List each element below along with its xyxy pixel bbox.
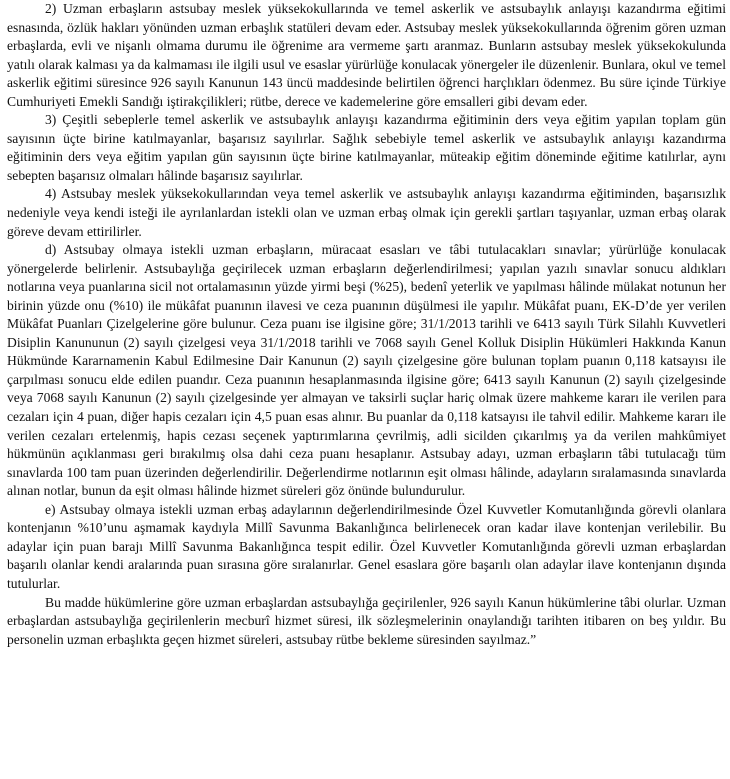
paragraph-d-evaluation: d) Astsubay olmaya istekli uzman erbaşların, müracaat esasları ve tâbi tutulacakları sınavlar; yürürlüğe konulacak yönergelerde belirlenir. Astsubaylığa geçirilecek uzman erbaşların değerlendirilmesi; yapılan yazılı sınavlar sonucu aldıkları notlarına veya puanlarına sicil not ortalamasının yüzde yirmi beşi (%25), bedenî yeterlik ve yapılması hâlinde mülakat notunun her birinin yüzde onu (%10) ile mükâfat puanının ilavesi ve ceza puanının düşülmesi ile yapılır. Mükâfat puanı, EK-D’de yer verilen Mükâfat Puanları Çizelgelerine göre bulunur. Ceza puanı ise ilgisine göre; 31/1/2013 tarihli ve 6413 sayılı Türk Silahlı Kuvvetleri Disiplin Kanununun (2) sayılı çizelgesi veya 31/1/2018 tarihli ve 7068 sayılı Genel Kolluk Disiplin Hükümleri Hakkında Kanun Hükmünde Kararnamenin Kabul Edilmesine Dair Kanunun (2) sayılı çizelgesine göre bulunan toplam puanın 0,118 katsayısı ile çarpılması sonucu elde edilen puandır. Ceza puanının hesaplanmasında ilgisine göre; 6413 sayılı Kanunun (2) sayılı çizelgesinde veya 7068 sayılı Kanunun (2) sayılı çizelgesinde yer almayan ve taksirli suçlar hariç olmak üzere mahkeme kararı ile verilen para cezaları için 4 puan, diğer hapis cezaları için 4,5 puan esas alınır. Bu puanlar da 0,118 katsayısı ile tahvil edilir. Mahkeme kararı ile verilen cezaları ertelenmiş, hapis cezası seçenek yaptırımlarına çevrilmiş, adli sicilden çıkarılmış ya da verilen mahkûmiyet hükmünün açıklanması geri bırakılmış olsa dahi ceza puanı hesaplanır. Astsubay adayı, uzman erbaşların tâbi tutulacağı tüm sınavlarda 100 tam puan üzerinden değerlendirilir. Değerlendirme notlarının eşit olması hâlinde, adayların sıralamasında sınavlarda alınan notlar, bunun da eşit olması hâlinde hizmet süreleri göz önünde bulundurulur. — [7, 242, 726, 499]
paragraph-3-attendance: 3) Çeşitli sebeplerle temel askerlik ve astsubaylık anlayışı kazandırma eğitiminin ders veya eğitim yapılan toplam gün sayısının üçte birine katılmayanlar, başarısız sayılırlar. Sağlık sebebiyle temel askerlik ve astsubaylık anlayışı kazandırma eğitiminin ders veya eğitim yapılan gün sayısının üçte birine katılmayanlar, müteakip eğitim döneminde eğitime katılırlar, aynı sebepten başarısız olmaları hâlinde başarısız sayılırlar. — [7, 112, 726, 183]
paragraph-e-special-forces-quota: e) Astsubay olmaya istekli uzman erbaş adaylarının değerlendirilmesinde Özel Kuvvetler Komutanlığında görevli olanlara kontenjanın %10’unu aşmamak kaydıyla Millî Savunma Bakanlığınca belirlenecek oran kadar ilave kontenjan verilebilir. Bu adaylar için puan barajı Millî Savunma Bakanlığınca tespit edilir. Özel Kuvvetler Komutanlığında görevli uzman erbaşlardan başarılı olanlar kendi aralarında puan sırasına göre sıralanırlar. Genel esaslara göre başarılı olan adaylar ilave kontenjanın dışında tutulurlar. — [7, 501, 726, 591]
paragraph-4-withdrawal: 4) Astsubay meslek yüksekokullarından veya temel askerlik ve astsubaylık anlayışı kazandırma eğitiminden, başarısızlık nedeniyle veya kendi isteği ile ayrılanlardan istekli olan ve uzman erbaş olmak için gerekli şartları taşıyanlar, uzman erbaş olarak göreve devam ettirilirler. — [7, 186, 726, 239]
paragraph-2-education-status: 2) Uzman erbaşların astsubay meslek yüksekokullarında ve temel askerlik ve astsubaylık anlayışı kazandırma eğitimi esnasında, özlük hakları yönünden uzman erbaşlık statüleri devam eder. Astsubay meslek yüksekokullarında öğrenim gören uzman erbaşlarda, evli ve nişanlı olmama durumu ile öğrenime ara vermeme şartı aranmaz. Bunların astsubay meslek yüksekokulunda yatılı olarak kalması ya da kalmaması ile ilgili usul ve esaslar yürürlüğe konulacak yönergeler ile düzenlenir. Bunlara, okul ve temel askerlik eğitimi süresince 926 sayılı Kanunun 143 üncü maddesinde belirtilen öğrenci harçlıkları ödenmez. Bu süre içinde Türkiye Cumhuriyeti Emekli Sandığı iştirakçilikleri; rütbe, derece ve kademelerine göre emsalleri gibi devam eder. — [7, 1, 726, 109]
paragraph-closing-provisions: Bu madde hükümlerine göre uzman erbaşlardan astsubaylığa geçirilenler, 926 sayılı Kanun hükümlerine tâbi olurlar. Uzman erbaşlardan astsubaylığa geçirilenlerin mecburî hizmet süresi, ilk sözleşmelerinin onaylandığı tarihten itibaren on beş yıldır. Bu personelin uzman erbaşlıkta geçen hizmet süreleri, astsubay rütbe bekleme süresinden sayılmaz.” — [7, 594, 726, 647]
